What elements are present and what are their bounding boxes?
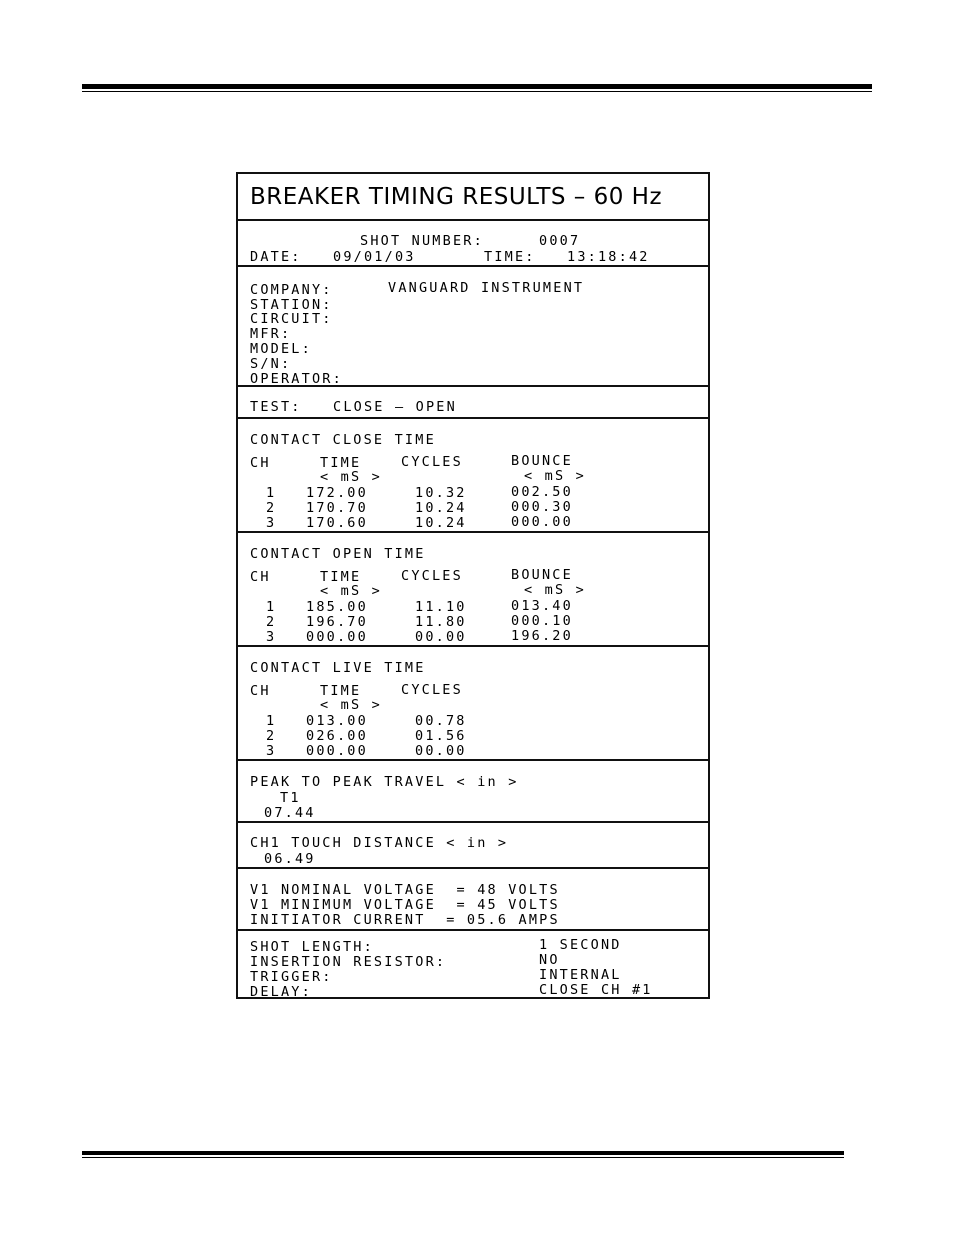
v1-minimum-line: V1 MINIMUM VOLTAGE = 45 VOLTS (250, 897, 560, 913)
close-row-ch: 3 (266, 515, 277, 531)
open-time-header: TIME (320, 569, 362, 585)
close-row-cycles: 10.24 (415, 515, 467, 531)
test-value: CLOSE – OPEN (333, 399, 457, 415)
live-heading: CONTACT LIVE TIME (250, 660, 426, 676)
shot-length-label: SHOT LENGTH: (250, 939, 374, 955)
open-heading: CONTACT OPEN TIME (250, 546, 426, 562)
time-value: 13:18:42 (567, 249, 650, 265)
open-row-time: 185.00 (306, 599, 368, 615)
settings-section (238, 929, 708, 999)
open-row-bounce: 013.40 (511, 598, 573, 614)
close-row-time: 170.70 (306, 500, 368, 516)
close-heading: CONTACT CLOSE TIME (250, 432, 436, 448)
date-value: 09/01/03 (333, 249, 416, 265)
voltage-section (238, 867, 708, 931)
open-time-unit: < mS > (320, 583, 382, 599)
open-row-bounce: 196.20 (511, 628, 573, 644)
insertion-resistor-label: INSERTION RESISTOR: (250, 954, 447, 970)
live-row-time: 013.00 (306, 713, 368, 729)
open-row-cycles: 00.00 (415, 629, 467, 645)
date-label: DATE: (250, 249, 302, 265)
live-row-ch: 3 (266, 743, 277, 759)
open-cycles-header: CYCLES (401, 568, 463, 584)
live-row-cycles: 00.00 (415, 743, 467, 759)
close-bounce-unit: < mS > (524, 468, 586, 484)
station-label: STATION: (250, 297, 333, 313)
open-bounce-header: BOUNCE (511, 567, 573, 583)
trigger-label: TRIGGER: (250, 969, 333, 985)
open-row-time: 196.70 (306, 614, 368, 630)
live-time-unit: < mS > (320, 697, 382, 713)
mfr-label: MFR: (250, 326, 292, 342)
time-label: TIME: (484, 249, 536, 265)
touch-section (238, 821, 708, 869)
circuit-label: CIRCUIT: (250, 311, 333, 327)
open-row-bounce: 000.10 (511, 613, 573, 629)
shot-section (238, 219, 708, 267)
footer-rule (82, 1151, 844, 1155)
shot-number: 0007 (539, 233, 581, 249)
trigger-value: INTERNAL (539, 967, 622, 983)
travel-heading: PEAK TO PEAK TRAVEL < in > (250, 774, 519, 790)
travel-section (238, 759, 708, 823)
travel-value: 07.44 (264, 805, 316, 821)
footer-rule-thin (82, 1157, 844, 1158)
close-row-time: 170.60 (306, 515, 368, 531)
header-rule (82, 84, 872, 89)
contact-close-section (238, 417, 708, 533)
close-row-ch: 1 (266, 485, 277, 501)
close-row-bounce: 000.00 (511, 514, 573, 530)
open-ch-header: CH (250, 569, 271, 585)
live-cycles-header: CYCLES (401, 682, 463, 698)
travel-label: T1 (280, 790, 301, 806)
shot-number-label: SHOT NUMBER: (360, 233, 484, 249)
live-row-cycles: 00.78 (415, 713, 467, 729)
contact-open-section (238, 531, 708, 647)
model-label: MODEL: (250, 341, 312, 357)
live-row-time: 026.00 (306, 728, 368, 744)
info-section (238, 265, 708, 387)
live-time-header: TIME (320, 683, 362, 699)
close-ch-header: CH (250, 455, 271, 471)
open-row-time: 000.00 (306, 629, 368, 645)
shot-length-value: 1 SECOND (539, 937, 622, 953)
touch-heading: CH1 TOUCH DISTANCE < in > (250, 835, 509, 851)
close-time-unit: < mS > (320, 469, 382, 485)
company-label: COMPANY: (250, 282, 333, 298)
test-label: TEST: (250, 399, 302, 415)
close-row-ch: 2 (266, 500, 277, 516)
company-value: VANGUARD INSTRUMENT (388, 280, 585, 296)
delay-label: DELAY: (250, 984, 312, 1000)
live-ch-header: CH (250, 683, 271, 699)
header-rule-thin (82, 91, 872, 92)
touch-value: 06.49 (264, 851, 316, 867)
timing-printout (236, 172, 710, 999)
contact-live-section (238, 645, 708, 761)
live-row-ch: 1 (266, 713, 277, 729)
report-title: BREAKER TIMING RESULTS – 60 Hz (250, 184, 663, 210)
close-row-bounce: 000.30 (511, 499, 573, 515)
open-row-ch: 3 (266, 629, 277, 645)
close-cycles-header: CYCLES (401, 454, 463, 470)
test-section (238, 385, 708, 419)
close-row-time: 172.00 (306, 485, 368, 501)
delay-value: CLOSE CH #1 (539, 982, 653, 998)
live-row-ch: 2 (266, 728, 277, 744)
live-row-time: 000.00 (306, 743, 368, 759)
initiator-current-line: INITIATOR CURRENT = 05.6 AMPS (250, 912, 560, 928)
insertion-resistor-value: NO (539, 952, 560, 968)
v1-nominal-line: V1 NOMINAL VOLTAGE = 48 VOLTS (250, 882, 560, 898)
open-bounce-unit: < mS > (524, 582, 586, 598)
close-row-bounce: 002.50 (511, 484, 573, 500)
close-time-header: TIME (320, 455, 362, 471)
open-row-ch: 2 (266, 614, 277, 630)
close-row-cycles: 10.32 (415, 485, 467, 501)
open-row-cycles: 11.80 (415, 614, 467, 630)
live-row-cycles: 01.56 (415, 728, 467, 744)
close-bounce-header: BOUNCE (511, 453, 573, 469)
operator-label: OPERATOR: (250, 371, 343, 387)
sn-label: S/N: (250, 356, 292, 372)
close-row-cycles: 10.24 (415, 500, 467, 516)
open-row-ch: 1 (266, 599, 277, 615)
open-row-cycles: 11.10 (415, 599, 467, 615)
